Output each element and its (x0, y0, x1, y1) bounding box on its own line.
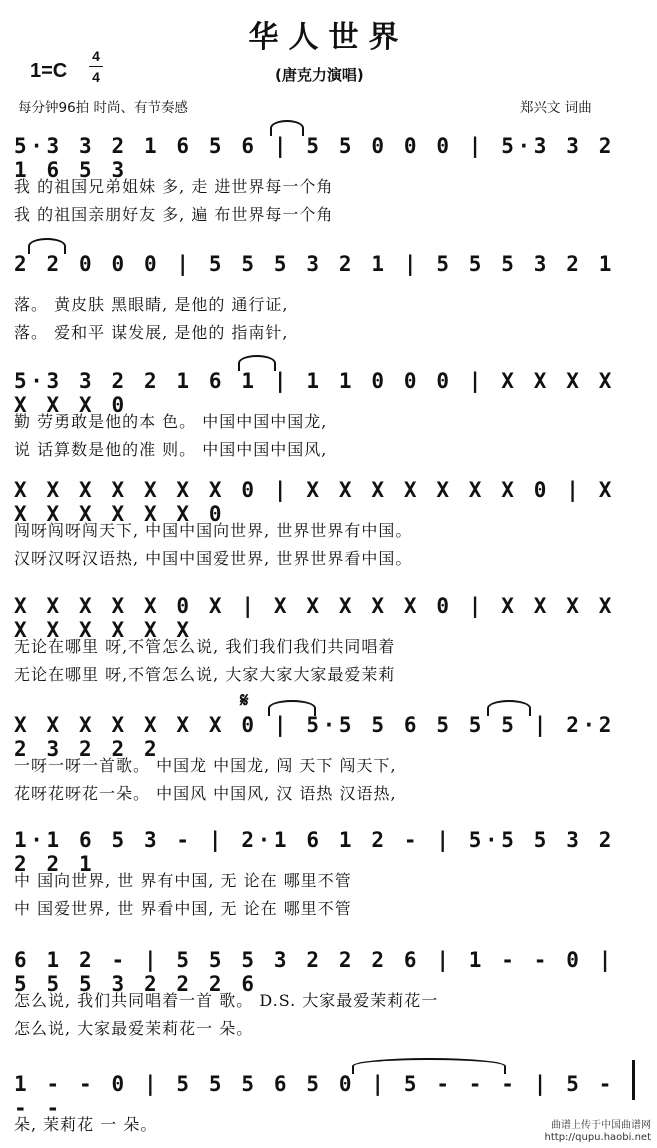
lyric-line-2: 落。 爱和平 谋发展, 是他的 指南针, (14, 323, 289, 342)
tie-arc (487, 700, 531, 716)
lyric-line-1: 怎么说, 我们共同唱着一首 歌。 D.S. 大家最爱茉莉花一 (14, 991, 439, 1010)
lyric-line-1: 一呀一呀一首歌。 中国龙 中国龙, 闯 天下 闯天下, (14, 756, 397, 775)
notation-text: X X X X X X X 0 | 5·5 5 6 5 5 5 | 2·2 2 3 2 2 2 (14, 713, 615, 761)
final-barline (632, 1060, 635, 1100)
notation-line (14, 1066, 639, 1120)
notation-text: 1·1 6 5 3 - | 2·1 6 1 2 - | 5·5 5 3 2 2 2 1 (14, 828, 615, 876)
notation-line (14, 128, 639, 182)
lyric-line-2: 说 话算数是他的准 则。 中国中国中国风, (14, 440, 328, 459)
segno-sign: 𝄋 (240, 688, 249, 712)
lyric-line-1: 无论在哪里 呀,不管怎么说, 我们我们我们共同唱着 (14, 637, 396, 656)
lyric-line-1: 勤 劳勇敢是他的本 色。 中国中国中国龙, (14, 412, 328, 431)
tie-arc (270, 120, 304, 136)
notation-line (14, 363, 639, 417)
lyric-line-1: 我 的祖国兄弟姐妹 多, 走 进世界每一个角 (14, 177, 334, 196)
notation-line (14, 822, 639, 876)
notation-text: 6 1 2 - | 5 5 5 3 2 2 2 6 | 1 - - 0 | 5 5 5 3 2 2 2 6 (14, 948, 615, 996)
lyric-line-1: 朵, 茉莉花 一 朵。 (14, 1115, 158, 1134)
lyric-line-2: 我 的祖国亲朋好友 多, 遍 布世界每一个角 (14, 205, 334, 224)
lyric-line-1: 落。 黄皮肤 黑眼睛, 是他的 通行证, (14, 295, 289, 314)
watermark-text: 曲谱上传于中国曲谱网 (551, 1120, 651, 1131)
notation-text: 5·3 3 2 1 6 5 6 | 5 5 0 0 0 | 5·3 3 2 1 6 5 3 (14, 134, 615, 182)
notation-line (14, 588, 639, 642)
tie-arc (238, 355, 276, 371)
watermark (545, 1120, 651, 1144)
tie-arc (352, 1058, 506, 1074)
notation-text: 5·3 3 2 2 1 6 1 | 1 1 0 0 0 | X X X X X X X 0 (14, 369, 615, 417)
lyric-line-1: 中 国向世界, 世 界有中国, 无 论在 哪里不管 (14, 871, 352, 890)
lyric-line-2: 中 国爱世界, 世 界看中国, 无 论在 哪里不管 (14, 899, 352, 918)
notation-line (14, 707, 639, 761)
singer-credit: (唐克力演唱) (275, 66, 364, 84)
notation-line (14, 246, 639, 286)
notation-line (14, 472, 639, 526)
lyric-line-2: 花呀花呀花一朵。 中国风 中国风, 汉 语热 汉语热, (14, 784, 397, 803)
lyric-line-2: 汉呀汉呀汉语热, 中国中国爱世界, 世界世界看中国。 (14, 549, 413, 568)
time-numerator: 4 (92, 48, 100, 64)
lyric-line-1: 闯呀闯呀闯天下, 中国中国向世界, 世界世界有中国。 (14, 521, 413, 540)
lyric-line-2: 无论在哪里 呀,不管怎么说, 大家大家大家最爱茉莉 (14, 665, 396, 684)
key-signature: 1=C (30, 60, 68, 82)
watermark-url: http://qupu.haobi.net (544, 1132, 651, 1143)
time-signature (86, 46, 106, 87)
notation-text: X X X X X X X 0 | X X X X X X X 0 | X X X X X X X 0 (14, 478, 615, 526)
tie-arc (268, 700, 316, 716)
composer-credit: 郑兴文 词曲 (520, 100, 592, 116)
lyric-line-2: 怎么说, 大家最爱茉莉花一 朵。 (14, 1019, 254, 1038)
notation-text: 1 - - 0 | 5 5 5 6 5 0 | 5 - - - | 5 - - - (14, 1072, 615, 1120)
notation-text: 2 2 0 0 0 | 5 5 5 3 2 1 | 5 5 5 3 2 1 (14, 252, 615, 276)
notation-line (14, 942, 639, 996)
notation-text: X X X X X 0 X | X X X X X 0 | X X X X X X X X X X (14, 594, 615, 642)
tie-arc (28, 238, 66, 254)
tempo-marking: 每分钟96拍 时尚、有节奏感 (18, 100, 188, 116)
time-denominator: 4 (92, 69, 100, 85)
song-title: 华人世界 (248, 20, 409, 55)
